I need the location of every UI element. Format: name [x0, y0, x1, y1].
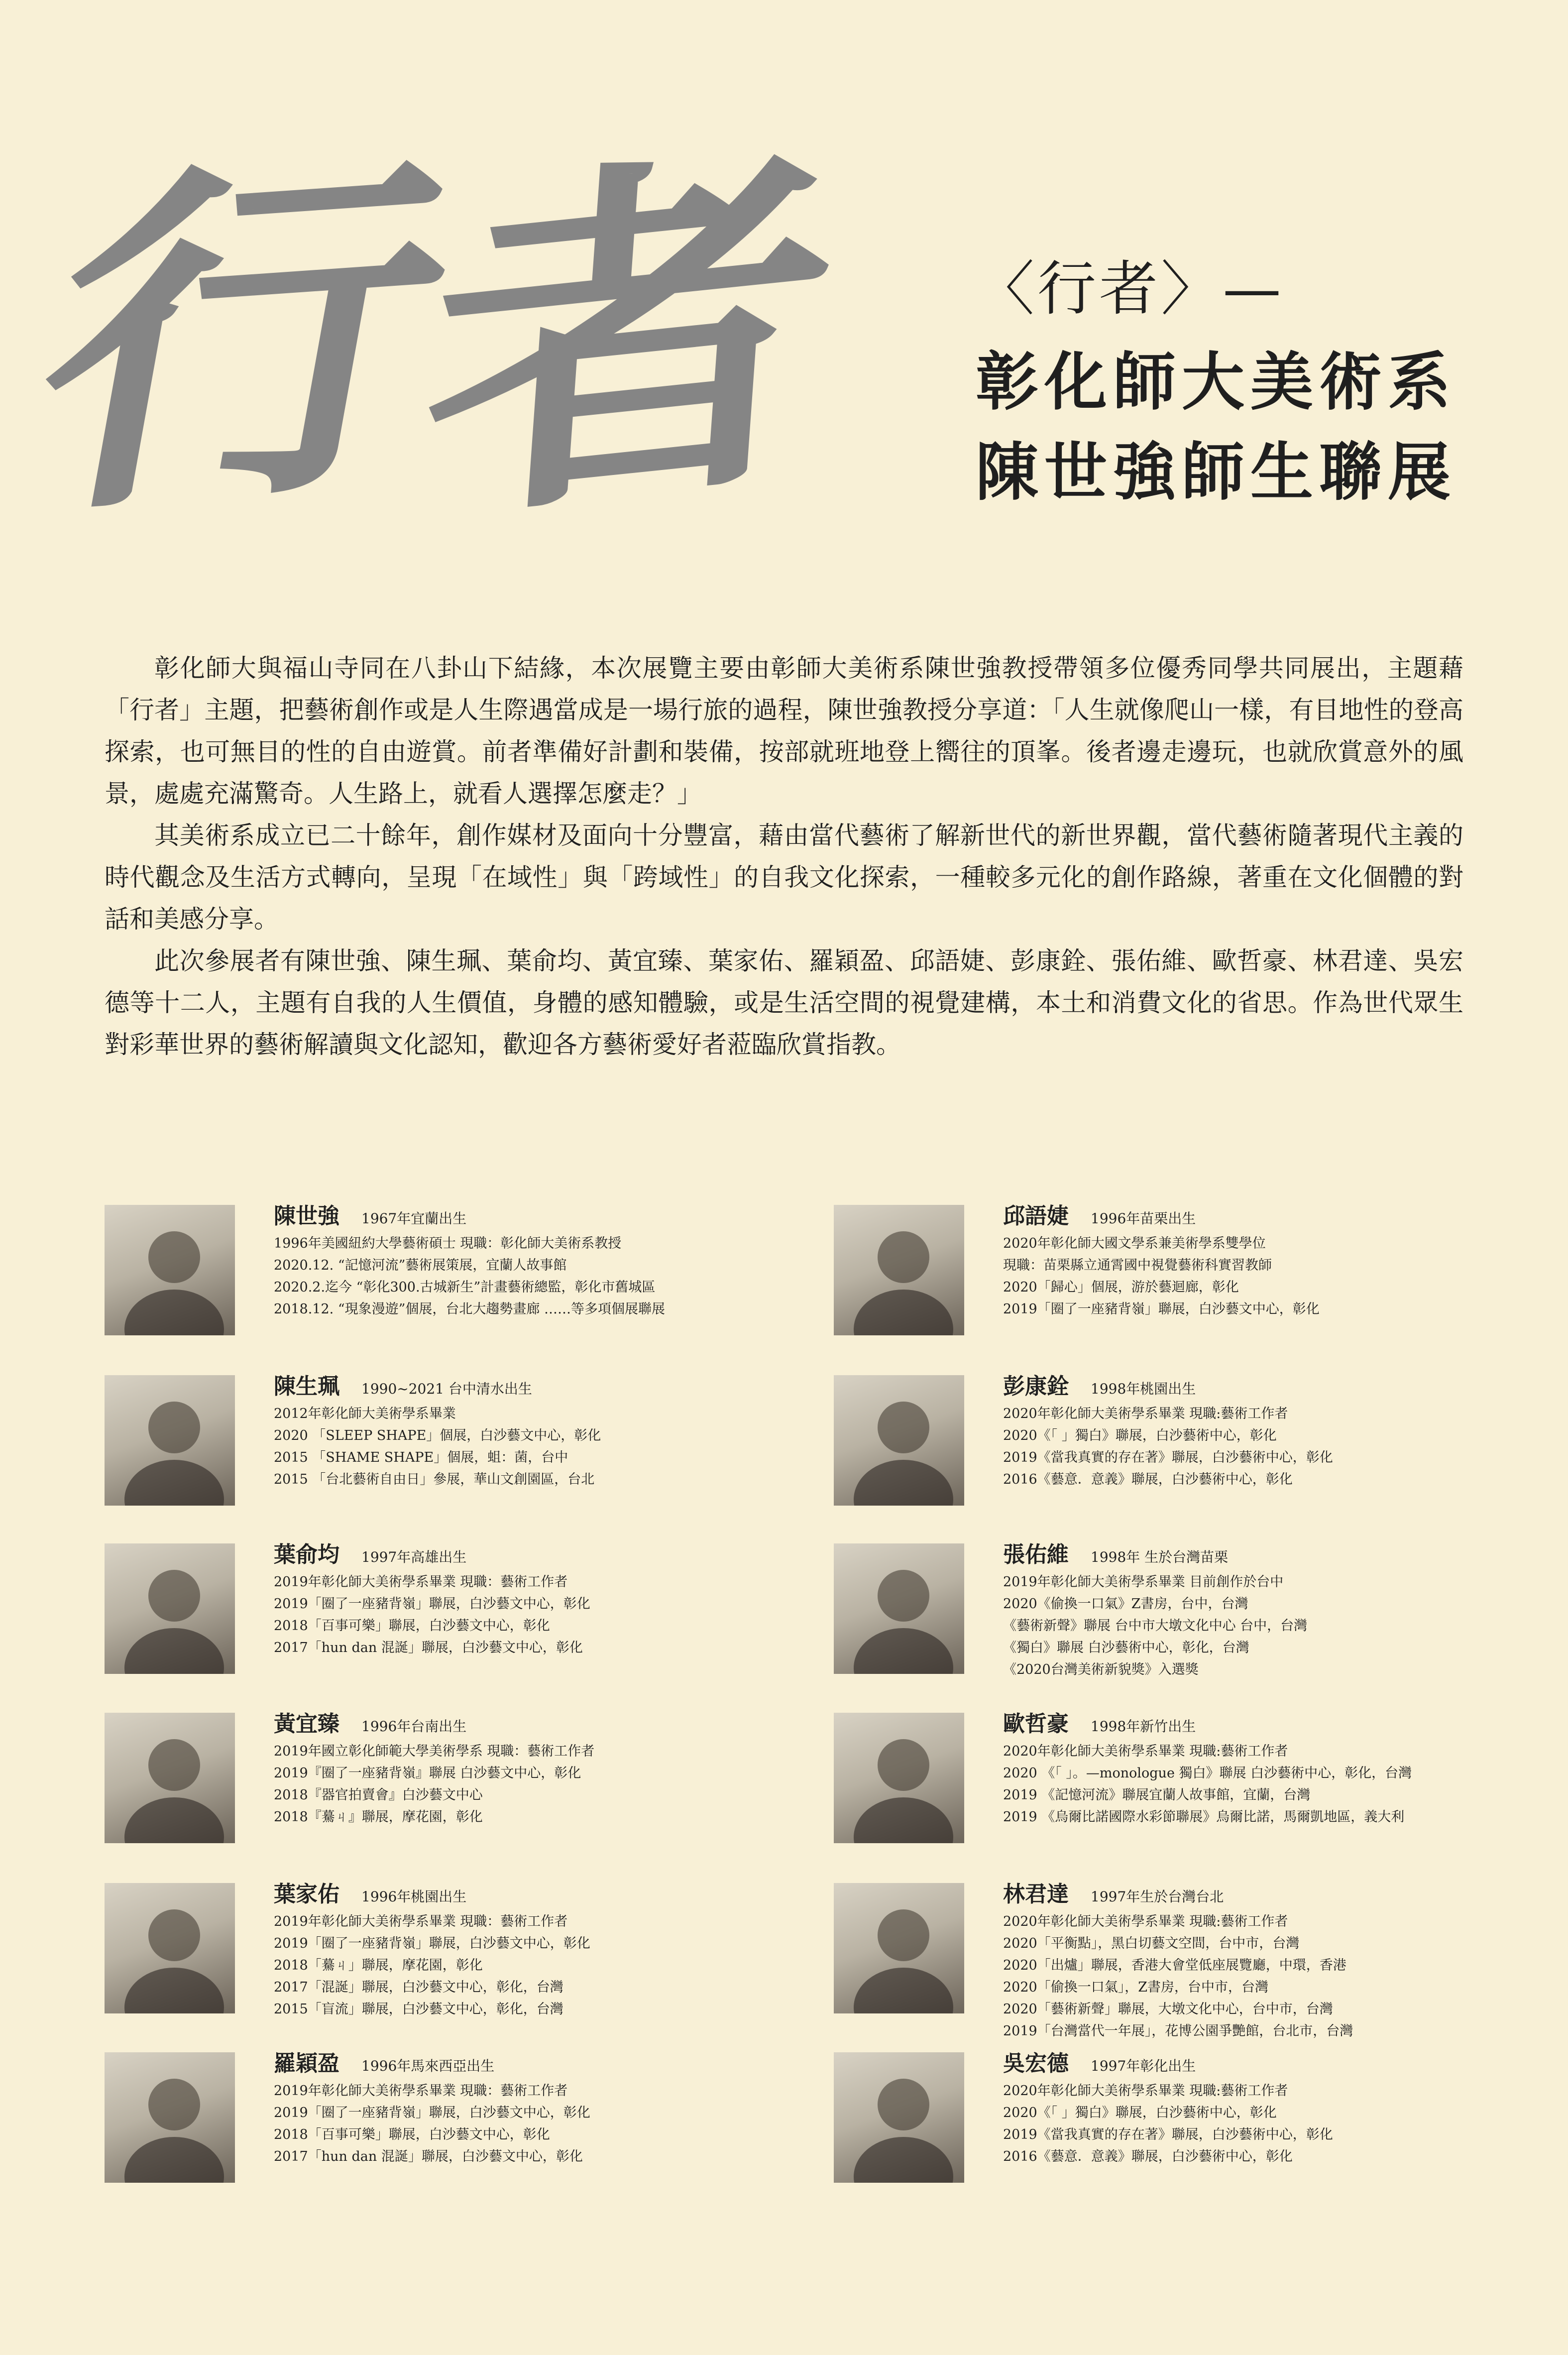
artist-bio-line: 1996年美國紐約大學藝術碩士 現職：彰化師大美術系教授 — [274, 1236, 622, 1251]
artist-bio — [274, 1403, 772, 1491]
artist-info — [1003, 1368, 1501, 1491]
artist-name: 彭康銓 — [1003, 1374, 1069, 1399]
artist-bio-line: 2018「百事可樂」聯展，白沙藝文中心，彰化 — [274, 2127, 550, 2142]
artist-bio — [1003, 1403, 1501, 1491]
artist-bio-line: 2018『器官拍賣會』白沙藝文中心 — [274, 1787, 483, 1803]
artist-photo — [105, 1883, 235, 2013]
artist-bio-line: 2019「圈了一座豬背嶺」聯展，白沙藝文中心，彰化 — [274, 1936, 590, 1951]
artist-name: 吳宏德 — [1003, 2051, 1069, 2076]
artist-name: 林君達 — [1003, 1882, 1069, 1907]
artist-birth: 1998年桃園出生 — [1091, 1381, 1196, 1397]
artist-photo — [834, 2052, 964, 2183]
artist-bio-line: 2018『驀ㄐ』聯展，摩花園，彰化 — [274, 1809, 483, 1825]
artist-bio-line: 2018.12. “現象漫遊”個展，台北大趨勢畫廊 ……等多項個展聯展 — [274, 1301, 666, 1317]
artist-bio-line: 《藝術新聲》聯展 台中市大墩文化中心 台中，台灣 — [1003, 1618, 1308, 1634]
artist-birth: 1998年 生於台灣苗栗 — [1091, 1549, 1229, 1565]
artist-bio — [274, 2080, 772, 2168]
artist-card — [105, 1543, 752, 1688]
artist-birth: 1967年宜蘭出生 — [361, 1210, 467, 1227]
title-line-3: 陳世強師生聯展 — [976, 435, 1456, 509]
artist-bio-line: 2016《藝意．意義》聯展，白沙藝術中心，彰化 — [1003, 1472, 1293, 1487]
artist-birth: 1997年彰化出生 — [1091, 2058, 1196, 2074]
artist-header — [274, 1536, 772, 1568]
artist-bio — [1003, 1571, 1501, 1681]
artist-birth: 1998年新竹出生 — [1091, 1718, 1196, 1735]
artist-bio-line: 2020《偷換一口氣》Z書房，台中，台灣 — [1003, 1596, 1248, 1612]
artist-card — [834, 1713, 1481, 1857]
artist-name: 歐哲豪 — [1003, 1711, 1069, 1737]
artist-bio-line: 2020 《「 」。—monologue 獨白》聯展 白沙藝術中心，彰化，台灣 — [1003, 1766, 1412, 1781]
artist-birth: 1996年苗栗出生 — [1091, 1210, 1196, 1227]
artist-header — [274, 1198, 772, 1230]
artist-bio-line: 2020《「 」獨白》聯展，白沙藝術中心，彰化 — [1003, 1428, 1277, 1443]
artist-name: 葉家佑 — [274, 1882, 339, 1907]
artist-photo — [834, 1883, 964, 2013]
artist-photo — [834, 1713, 964, 1843]
artist-photo — [834, 1205, 964, 1335]
artist-card — [834, 1882, 1481, 2039]
calligraphy-title — [9, 108, 936, 569]
artist-card — [834, 1205, 1481, 1349]
artist-header — [274, 2045, 772, 2077]
artist-bio — [1003, 1911, 1501, 2042]
artist-header — [1003, 1536, 1501, 1568]
exhibition-title — [976, 254, 1473, 525]
artist-bio-line: 2020《「 」獨白》聯展，白沙藝術中心，彰化 — [1003, 2105, 1277, 2120]
artist-birth: 1996年台南出生 — [361, 1718, 467, 1735]
artist-card — [105, 1205, 752, 1349]
artist-info — [1003, 1198, 1501, 1320]
artist-name: 葉俞均 — [274, 1542, 339, 1567]
artist-card — [105, 2052, 752, 2197]
portrait-silhouette-icon — [834, 1205, 964, 1335]
artist-header — [1003, 1198, 1501, 1230]
portrait-silhouette-icon — [834, 1883, 964, 2013]
artist-bio-line: 2019 《烏爾比諾國際水彩節聯展》烏爾比諾，馬爾凱地區，義大利 — [1003, 1809, 1405, 1825]
artist-bio-line: 2019年彰化師大美術學系畢業 現職：藝術工作者 — [274, 1574, 568, 1590]
artist-info — [274, 1368, 772, 1491]
artist-bio-line: 2020.12. “記憶河流”藝術展策展，宜蘭人故事館 — [274, 1258, 567, 1273]
intro-paragraph-2: 其美術系成立已二十餘年，創作媒材及面向十分豐富，藉由當代藝術了解新世代的新世界觀，當代藝術隨著現代主義的時代觀念及生活方式轉向，呈現「在域性」與「跨域性」的自我文化探索，一種較多元化的創作路線，著重在文化個體的對話和美感分享。 — [105, 821, 1463, 934]
artist-bio-line: 2019《當我真實的存在著》聯展，白沙藝術中心，彰化 — [1003, 2127, 1333, 2142]
artist-header — [1003, 1368, 1501, 1400]
artist-bio-line: 2017「hun dan 混誕」聯展，白沙藝文中心，彰化 — [274, 2149, 583, 2164]
artist-bio — [274, 1571, 772, 1659]
artist-bio-line: 2020年彰化師大美術學系畢業 現職:藝術工作者 — [1003, 1406, 1288, 1421]
artist-photo — [105, 2052, 235, 2183]
artist-info — [1003, 2045, 1501, 2168]
portrait-silhouette-icon — [105, 1713, 235, 1843]
artist-info — [274, 1536, 772, 1659]
artist-bio-line: 《獨白》聯展 白沙藝術中心，彰化，台灣 — [1003, 1640, 1249, 1655]
artist-card — [834, 1375, 1481, 1520]
artist-photo — [834, 1543, 964, 1674]
artist-birth: 1997年高雄出生 — [361, 1549, 467, 1565]
artist-card — [105, 1713, 752, 1857]
artist-bio-line: 2017「混誕」聯展，白沙藝文中心，彰化，台灣 — [274, 1980, 563, 1995]
artist-name: 羅穎盈 — [274, 2051, 339, 2076]
artist-header — [274, 1368, 772, 1400]
artist-birth: 1996年馬來西亞出生 — [361, 2058, 495, 2074]
artist-bio — [274, 1233, 772, 1320]
calligraphy-char-zhe: 者 — [414, 108, 851, 569]
artist-photo — [834, 1375, 964, 1506]
portrait-silhouette-icon — [834, 1375, 964, 1506]
artist-card — [105, 1883, 752, 2027]
title-line-2: 彰化師大美術系 — [976, 345, 1456, 419]
intro-text — [105, 647, 1463, 1065]
artist-bio-line: 2019「台灣當代一年展」，花博公園爭艷館，台北市，台灣 — [1003, 2023, 1353, 2039]
artist-info — [274, 1876, 772, 2020]
artist-header — [1003, 1876, 1501, 1908]
artist-bio-line: 2020「藝術新聲」聯展，大墩文化中心，台中市，台灣 — [1003, 2002, 1333, 2017]
artist-bio-line: 2019「圈了一座豬背嶺」聯展，白沙藝文中心，彰化 — [274, 1596, 590, 1612]
artist-name: 張佑維 — [1003, 1542, 1069, 1567]
artist-bio-line: 2020「偷換一口氣」，Z書房，台中市，台灣 — [1003, 1980, 1268, 1995]
artist-bio — [1003, 1233, 1501, 1320]
intro-paragraph-1: 彰化師大與福山寺同在八卦山下結緣，本次展覽主要由彰師大美術系陳世強教授帶領多位優秀同學共同展出，主題藉「行者」主題，把藝術創作或是人生際遇當成是一場行旅的過程，陳世強教授分享道：「人生就像爬山一樣，有目地性的登高探索，也可無目的性的自由遊賞。前者準備好計劃和裝備，按部就班地登上嚮往的頂峯。後者邊走邊玩，也就欣賞意外的風景，處處充滿驚奇。人生路上，就看人選擇怎麼走？」 — [105, 654, 1463, 808]
artist-bio-line: 2020年彰化師大國文學系兼美術學系雙學位 — [1003, 1236, 1266, 1251]
artist-bio-line: 2020「歸心」個展，游於藝迴廊，彰化 — [1003, 1280, 1239, 1295]
calligraphy-char-xing: 行 — [9, 115, 478, 563]
artist-bio-line: 《2020台灣美術新貌獎》入選獎 — [1003, 1662, 1199, 1677]
artist-bio — [1003, 1741, 1501, 1828]
artist-info — [1003, 1706, 1501, 1828]
artist-bio-line: 2020年彰化師大美術學系畢業 現職:藝術工作者 — [1003, 1914, 1288, 1929]
artist-card — [834, 2052, 1481, 2197]
artist-bio-line: 2020.2.迄今 “彰化300.古城新生”計畫藝術總監，彰化市舊城區 — [274, 1280, 656, 1295]
artist-photo — [105, 1713, 235, 1843]
artist-photo — [105, 1205, 235, 1335]
artist-header — [274, 1876, 772, 1908]
artist-bio-line: 2016《藝意．意義》聯展，白沙藝術中心，彰化 — [1003, 2149, 1293, 2164]
artist-photo — [105, 1543, 235, 1674]
artist-header — [1003, 1706, 1501, 1738]
artist-info — [1003, 1536, 1501, 1681]
artist-name: 陳生珮 — [274, 1374, 339, 1399]
artist-bio-line: 2020年彰化師大美術學系畢業 現職:藝術工作者 — [1003, 1744, 1288, 1759]
artist-bio-line: 2018「百事可樂」聯展，白沙藝文中心，彰化 — [274, 1618, 550, 1634]
artist-bio-line: 2019年彰化師大美術學系畢業 現職：藝術工作者 — [274, 2083, 568, 2099]
portrait-silhouette-icon — [834, 2052, 964, 2183]
artist-bio-line: 2015「盲流」聯展，白沙藝文中心，彰化，台灣 — [274, 2002, 563, 2017]
artist-name: 陳世強 — [274, 1203, 339, 1229]
artist-bio-line: 2020「出爐」聯展，香港大會堂低座展覽廳，中環，香港 — [1003, 1958, 1346, 1973]
artist-bio-line: 2019年國立彰化師範大學美術學系 現職：藝術工作者 — [274, 1744, 595, 1759]
portrait-silhouette-icon — [105, 1375, 235, 1506]
title-line-1: 〈行者〉— — [976, 254, 1285, 323]
artist-bio-line: 2018「驀ㄐ」聯展，摩花園，彰化 — [274, 1958, 483, 1973]
artist-birth: 1997年生於台灣台北 — [1091, 1888, 1224, 1905]
artist-name: 黃宜臻 — [274, 1711, 339, 1737]
artist-birth: 1996年桃園出生 — [361, 1888, 467, 1905]
artist-bio — [1003, 2080, 1501, 2168]
portrait-silhouette-icon — [105, 2052, 235, 2183]
artist-bio-line: 2015 「SHAME SHAPE」個展，蛆：菌，台中 — [274, 1450, 568, 1465]
artist-card — [834, 1543, 1481, 1688]
artist-birth: 1990~2021 台中清水出生 — [361, 1381, 532, 1397]
artist-bio-line: 現職：苗栗縣立通霄國中視覺藝術科實習教師 — [1003, 1258, 1272, 1273]
artist-bio-line: 2019 《記憶河流》聯展宜蘭人故事館，宜蘭，台灣 — [1003, 1787, 1311, 1803]
artist-bio-line: 2019「圈了一座豬背嶺」聯展，白沙藝文中心，彰化 — [1003, 1301, 1320, 1317]
artist-bio — [274, 1741, 772, 1828]
artist-name: 邱語婕 — [1003, 1203, 1069, 1229]
artist-info — [1003, 1876, 1501, 2042]
artist-bio-line: 2019「圈了一座豬背嶺」聯展，白沙藝文中心，彰化 — [274, 2105, 590, 2120]
artist-bio-line: 2020「平衡點」，黑白切藝文空間，台中市，台灣 — [1003, 1936, 1300, 1951]
portrait-silhouette-icon — [834, 1713, 964, 1843]
artist-card — [105, 1375, 752, 1520]
artist-bio-line: 2012年彰化師大美術學系畢業 — [274, 1406, 456, 1421]
artist-bio-line: 2019《當我真實的存在著》聯展，白沙藝術中心，彰化 — [1003, 1450, 1333, 1465]
artist-bio-line: 2017「hun dan 混誕」聯展，白沙藝文中心，彰化 — [274, 1640, 583, 1655]
artist-header — [1003, 2045, 1501, 2077]
artist-info — [274, 2045, 772, 2168]
artist-bio-line: 2019『圈了一座豬背嶺』聯展 白沙藝文中心，彰化 — [274, 1766, 581, 1781]
portrait-silhouette-icon — [105, 1543, 235, 1674]
artist-bio — [274, 1911, 772, 2020]
artist-bio-line: 2020年彰化師大美術學系畢業 現職:藝術工作者 — [1003, 2083, 1288, 2099]
portrait-silhouette-icon — [834, 1543, 964, 1674]
artist-bio-line: 2015 「台北藝術自由日」參展，華山文創園區，台北 — [274, 1472, 595, 1487]
artist-bio-line: 2019年彰化師大美術學系畢業 目前創作於台中 — [1003, 1574, 1284, 1590]
portrait-silhouette-icon — [105, 1205, 235, 1335]
portrait-silhouette-icon — [105, 1883, 235, 2013]
intro-paragraph-3: 此次參展者有陳世強、陳生珮、葉俞均、黃宜臻、葉家佑、羅穎盈、邱語婕、彭康銓、張佑維、歐哲豪、林君達、吳宏德等十二人，主題有自我的人生價值，身體的感知體驗，或是生活空間的視覺建構，本土和消費文化的省思。作為世代眾生對彩華世界的藝術解讀與文化認知，歡迎各方藝術愛好者蒞臨欣賞指教。 — [105, 946, 1463, 1059]
artist-info — [274, 1706, 772, 1828]
artist-bio-line: 2020 「SLEEP SHAPE」個展，白沙藝文中心，彰化 — [274, 1428, 601, 1443]
artist-info — [274, 1198, 772, 1320]
artist-bio-line: 2019年彰化師大美術學系畢業 現職：藝術工作者 — [274, 1914, 568, 1929]
artist-header — [274, 1706, 772, 1738]
artist-photo — [105, 1375, 235, 1506]
